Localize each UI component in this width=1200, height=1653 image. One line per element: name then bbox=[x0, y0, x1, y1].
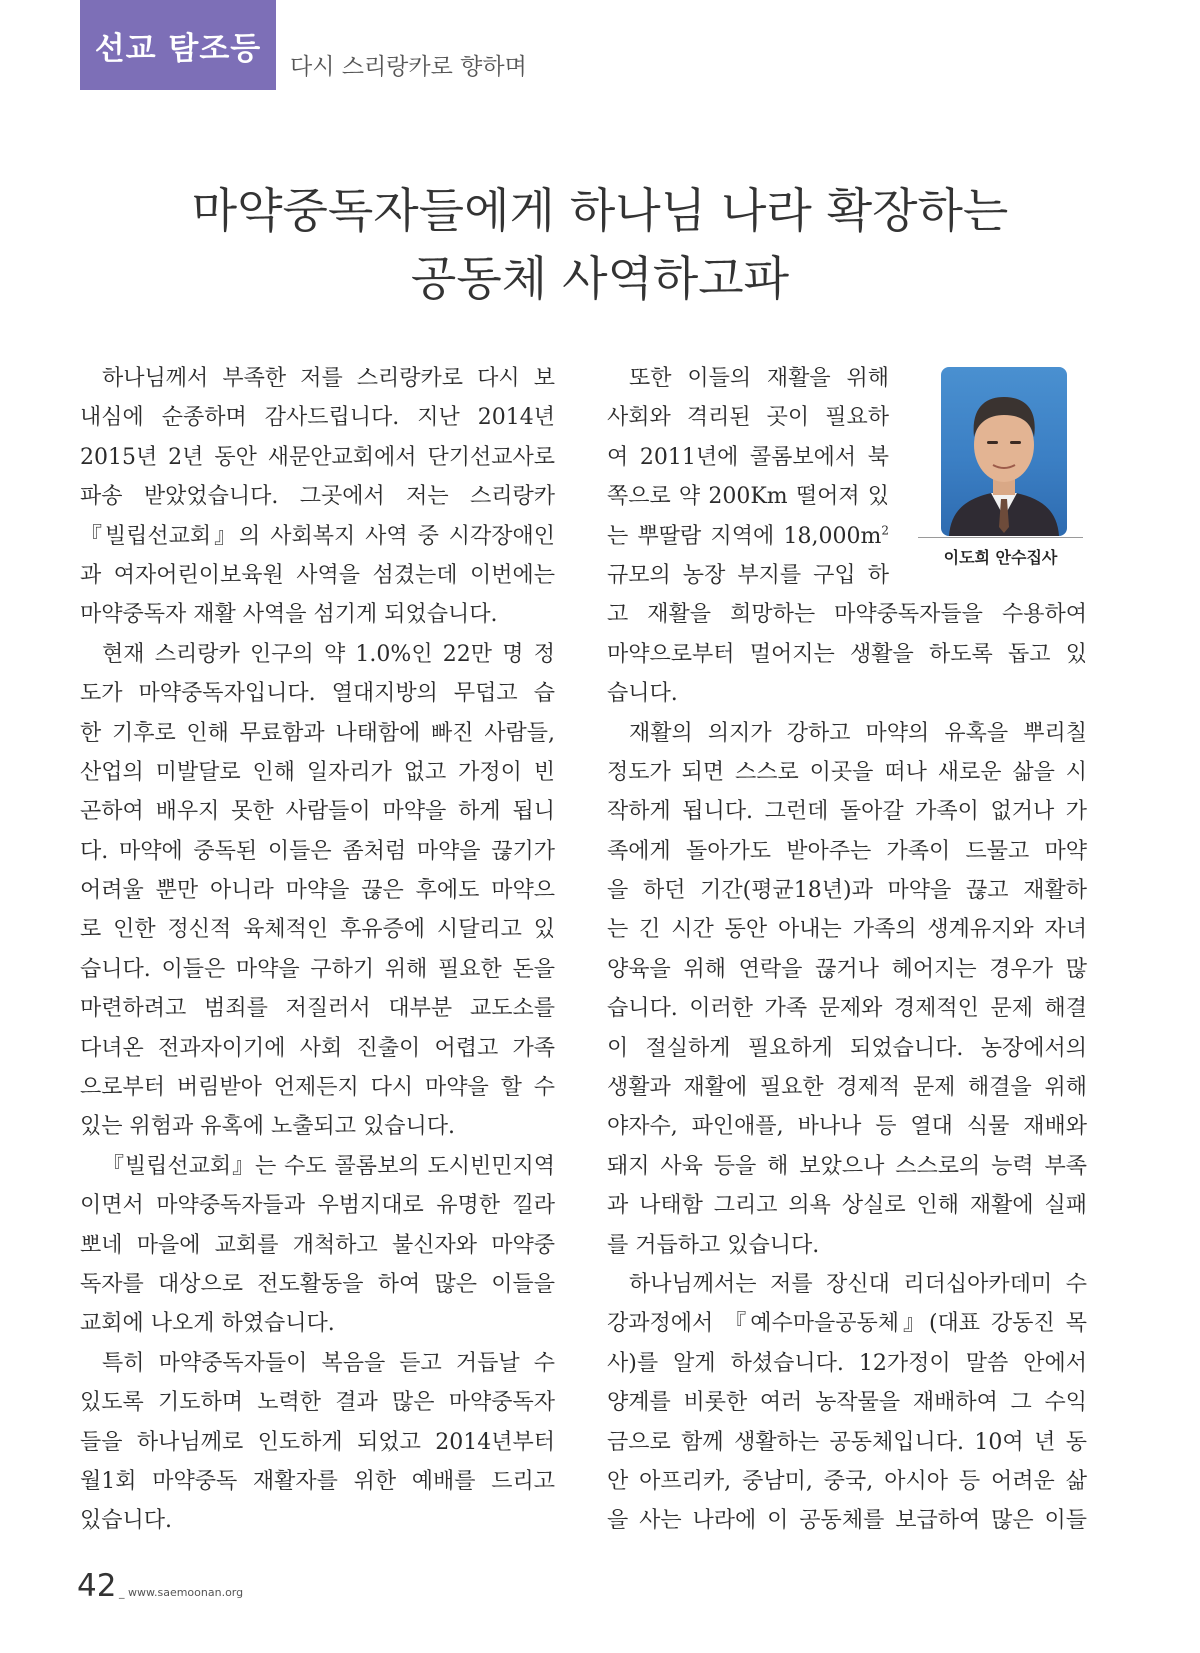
text: 과 여자어린이보육원 사역을 섬겼는데 이번에는 bbox=[80, 562, 555, 588]
left-column-line bbox=[80, 1383, 555, 1422]
left-column-line bbox=[80, 1344, 555, 1383]
text: 야자수, 파인애플, 바나나 등 열대 식물 재배와 bbox=[607, 1114, 1087, 1140]
right-column-line bbox=[607, 1107, 1087, 1146]
right-column-line bbox=[607, 910, 1087, 949]
left-column-line bbox=[80, 792, 555, 831]
right-column-line bbox=[607, 398, 889, 437]
text: 과 나태함 그리고 의욕 상실로 인해 재활에 실패 bbox=[607, 1193, 1087, 1219]
text: 마약으로부터 멀어지는 생활을 하도록 돕고 있 bbox=[607, 641, 1087, 667]
text: 습니다. 이러한 가족 문제와 경제적인 문제 해결 bbox=[607, 996, 1087, 1022]
text: 하나님께서는 저를 장신대 리더십아카데미 수 bbox=[629, 1271, 1087, 1297]
footer-url: _ www.saemoonan.org bbox=[119, 1586, 244, 1599]
text: 곤하여 배우지 못한 사람들이 마약을 하게 됩니 bbox=[80, 799, 555, 825]
text: 안 아프리카, 중남미, 중국, 아시아 등 어려운 삶 bbox=[607, 1468, 1087, 1494]
right-column-line bbox=[607, 989, 1087, 1028]
left-column-line bbox=[80, 1147, 555, 1186]
text: 이 절실하게 필요하게 되었습니다. 농장에서의 bbox=[607, 1035, 1087, 1061]
text: 생활과 재활에 필요한 경제적 문제 해결을 위해 bbox=[607, 1075, 1087, 1101]
right-column-line bbox=[607, 1265, 1087, 1304]
text: 2015년 2년 동안 새문안교회에서 단기선교사로 bbox=[80, 444, 555, 470]
text: 정도가 되면 스스로 이곳을 떠나 새로운 삶을 시 bbox=[607, 759, 1087, 785]
text: 돼지 사육 등을 해 보았으나 스스로의 능력 부족 bbox=[607, 1153, 1087, 1179]
text: 들을 하나님께로 인도하게 되었고 2014년부터 bbox=[80, 1429, 555, 1455]
left-column-line bbox=[80, 989, 555, 1028]
text: 한 기후로 인해 무료함과 나태함에 빠진 사람들, bbox=[80, 720, 555, 746]
text: 하나님께서 부족한 저를 스리랑카로 다시 보 bbox=[102, 366, 555, 391]
right-column-line bbox=[607, 1304, 1087, 1343]
right-column-line bbox=[607, 1501, 1087, 1540]
text: 있도록 기도하며 노력한 결과 많은 마약중독자 bbox=[80, 1390, 555, 1416]
right-column-line bbox=[607, 832, 1087, 871]
right-column-line bbox=[607, 1226, 1087, 1265]
right-column-line bbox=[607, 1344, 1087, 1383]
right-column-line bbox=[607, 1383, 1087, 1422]
text: 으로부터 버림받아 언제든지 다시 마약을 할 수 bbox=[80, 1075, 555, 1101]
left-column-line bbox=[80, 517, 555, 556]
right-column-line bbox=[607, 556, 889, 595]
right-column-line bbox=[607, 1147, 1087, 1186]
right-column-line bbox=[607, 792, 1087, 831]
left-column-line bbox=[80, 714, 555, 753]
right-column-line bbox=[607, 1068, 1087, 1107]
left-column-line bbox=[80, 595, 555, 634]
right-column-line bbox=[607, 438, 889, 477]
text: 습니다. bbox=[607, 681, 678, 707]
text: 족에게 돌아가도 받아주는 가족이 드물고 마약 bbox=[607, 838, 1087, 864]
text: 재활의 의지가 강하고 마약의 유혹을 뿌리칠 bbox=[629, 720, 1087, 746]
page-number: 42 bbox=[77, 1568, 117, 1604]
text: 마련하려고 범죄를 저질러서 대부분 교도소를 bbox=[80, 996, 555, 1022]
text: 마약중독자 재활 사역을 섬기게 되었습니다. bbox=[80, 602, 498, 628]
left-column-line bbox=[80, 1501, 555, 1540]
text: 강과정에서 『예수마을공동체』(대표 강동진 목 bbox=[607, 1311, 1087, 1337]
text: 을 하던 기간(평균18년)과 마약을 끊고 재활하 bbox=[607, 878, 1087, 904]
text: 현재 스리랑카 인구의 약 1.0%인 22만 명 정 bbox=[102, 641, 555, 667]
right-column-line bbox=[607, 595, 1087, 634]
right-column-line bbox=[607, 1462, 1087, 1501]
left-column-line bbox=[80, 753, 555, 792]
left-column-line bbox=[80, 438, 555, 477]
left-column-line bbox=[80, 635, 555, 674]
left-column-line bbox=[80, 1029, 555, 1068]
text: 월1회 마약중독 재활자를 위한 예배를 드리고 bbox=[80, 1468, 555, 1494]
portrait-image bbox=[941, 367, 1067, 536]
text: 를 거듭하고 있습니다. bbox=[607, 1232, 820, 1258]
right-column-line bbox=[607, 950, 1087, 989]
text: 내심에 순종하며 감사드립니다. 지난 2014년 bbox=[80, 405, 555, 431]
text: 있는 위험과 유혹에 노출되고 있습니다. bbox=[80, 1114, 455, 1140]
text: 있습니다. bbox=[80, 1508, 173, 1534]
right-column-line bbox=[607, 517, 889, 556]
left-column-line bbox=[80, 1226, 555, 1265]
author-photo bbox=[941, 367, 1067, 536]
right-column-line bbox=[607, 674, 1087, 713]
text: 또한 이들의 재활을 위해 bbox=[629, 366, 889, 391]
left-column-line bbox=[80, 950, 555, 989]
text: 도가 마약중독자입니다. 열대지방의 무덥고 습 bbox=[80, 681, 555, 707]
right-column-line bbox=[607, 753, 1087, 792]
text: 특히 마약중독자들이 복음을 듣고 거듭날 수 bbox=[102, 1350, 555, 1376]
left-column-line bbox=[80, 910, 555, 949]
right-column-line bbox=[607, 714, 1087, 753]
left-column-line bbox=[80, 1186, 555, 1225]
right-column-line bbox=[607, 1423, 1087, 1462]
section-subtitle: 다시 스리랑카로 향하며 bbox=[290, 54, 527, 80]
text: 는 긴 시간 동안 아내는 가족의 생계유지와 자녀 bbox=[607, 917, 1087, 943]
right-column-line bbox=[607, 359, 889, 398]
title-line-2: 공동체 사역하고파 bbox=[410, 252, 790, 307]
text: 독자를 대상으로 전도활동을 하여 많은 이들을 bbox=[80, 1271, 555, 1297]
left-column-line bbox=[80, 1107, 555, 1146]
text: 이면서 마약중독자들과 우범지대로 유명한 낄라 bbox=[80, 1193, 555, 1219]
text: 양육을 위해 연락을 끊거나 헤어지는 경우가 많 bbox=[607, 956, 1087, 982]
photo-caption: 이도희 안수집사 bbox=[943, 548, 1058, 567]
text: 교회에 나오게 하였습니다. bbox=[80, 1311, 335, 1337]
article-left-column bbox=[80, 359, 555, 1541]
text: 다녀온 전과자이기에 사회 진출이 어렵고 가족 bbox=[80, 1035, 555, 1061]
right-column-line bbox=[607, 635, 1087, 674]
caption-divider bbox=[918, 537, 1083, 538]
left-column-line bbox=[80, 1423, 555, 1462]
text: 어려울 뿐만 아니라 마약을 끊은 후에도 마약으 bbox=[80, 878, 555, 904]
text: 을 사는 나라에 이 공동체를 보급하여 많은 이들 bbox=[607, 1508, 1087, 1534]
left-column-line bbox=[80, 556, 555, 595]
text: 여 2011년에 콜롬보에서 북 bbox=[607, 444, 889, 470]
left-column-line bbox=[80, 1462, 555, 1501]
right-column-line bbox=[607, 477, 889, 516]
right-column-line bbox=[607, 1186, 1087, 1225]
right-column-line bbox=[607, 871, 1087, 910]
text: 규모의 농장 부지를 구입 하 bbox=[607, 562, 889, 588]
left-column-line bbox=[80, 398, 555, 437]
text: 뽀네 마을에 교회를 개척하고 불신자와 마약중 bbox=[80, 1232, 555, 1258]
left-column-line bbox=[80, 1265, 555, 1304]
left-column-line bbox=[80, 871, 555, 910]
text: 습니다. 이들은 마약을 구하기 위해 필요한 돈을 bbox=[80, 956, 555, 982]
left-column-line bbox=[80, 1304, 555, 1343]
text: 고 재활을 희망하는 마약중독자들을 수용하여 bbox=[607, 602, 1087, 628]
text: 사)를 알게 하셨습니다. 12가정이 말씀 안에서 bbox=[607, 1350, 1087, 1376]
text: 산업의 미발달로 인해 일자리가 없고 가정이 빈 bbox=[80, 759, 555, 785]
superscript: 2 bbox=[881, 523, 889, 538]
left-column-line bbox=[80, 1068, 555, 1107]
right-column-line bbox=[607, 1029, 1087, 1068]
section-tab: 선교 탐조등 bbox=[80, 0, 276, 90]
left-column-line bbox=[80, 674, 555, 713]
text: 는 뿌딸람 지역에 18,000m bbox=[607, 523, 882, 549]
left-column-line bbox=[80, 477, 555, 516]
text: 파송 받았었습니다. 그곳에서 저는 스리랑카 bbox=[80, 484, 555, 510]
text: 금으로 함께 생활하는 공동체입니다. 10여 년 동 bbox=[607, 1429, 1087, 1455]
text: 로 인한 정신적 육체적인 후유증에 시달리고 있 bbox=[80, 917, 555, 943]
text: 다. 마약에 중독된 이들은 좀처럼 마약을 끊기가 bbox=[80, 838, 555, 864]
title-line-1: 마약중독자들에게 하나님 나라 확장하는 bbox=[191, 184, 1009, 239]
text: 『빌립선교회』는 수도 콜롬보의 도시빈민지역 bbox=[102, 1153, 555, 1179]
text: 사회와 격리된 곳이 필요하 bbox=[607, 405, 889, 431]
text: 『빌립선교회』의 사회복지 사역 중 시각장애인 bbox=[80, 523, 555, 549]
text: 작하게 됩니다. 그런데 돌아갈 가족이 없거나 가 bbox=[607, 799, 1087, 825]
text: 쪽으로 약 200Km 떨어져 있 bbox=[607, 484, 889, 510]
article-title bbox=[0, 178, 1200, 314]
left-column-line bbox=[80, 832, 555, 871]
left-column-line bbox=[80, 359, 555, 398]
text: 양계를 비롯한 여러 농작물을 재배하여 그 수익 bbox=[607, 1390, 1087, 1416]
